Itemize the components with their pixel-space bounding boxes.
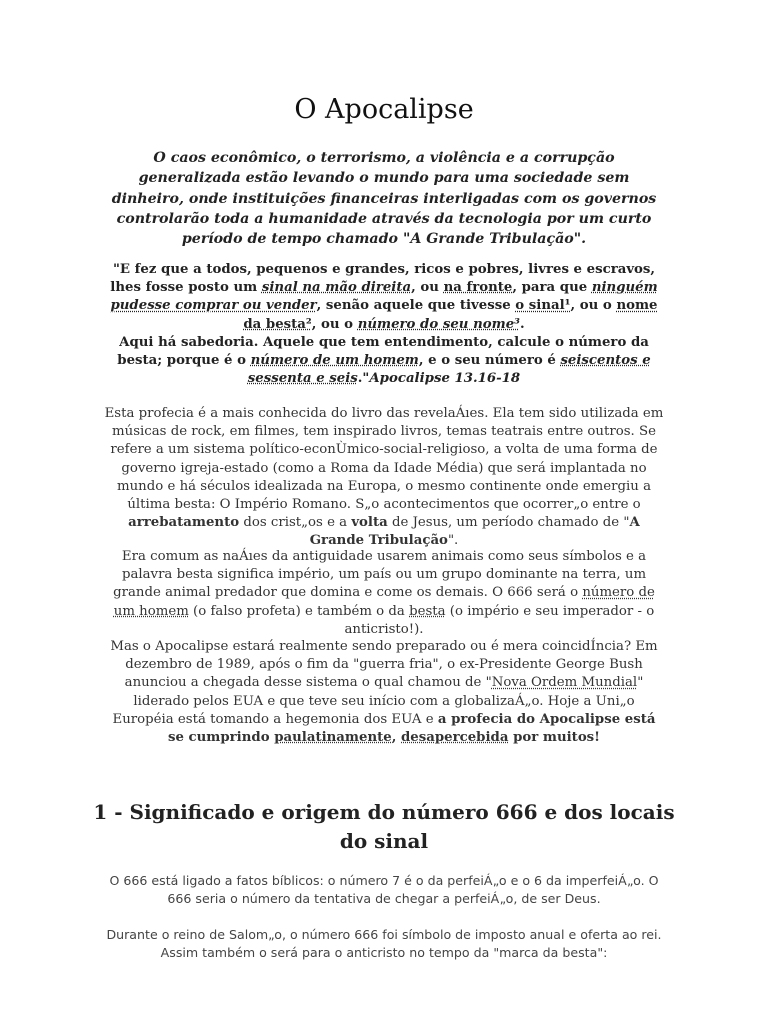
paragraph-text: Esta profecia é a mais conhecida do livro das revelaÁıes. Ela tem sido utilizada em músicas de rock, em filmes, tem inspirado livros, temas teatrais entre outros. Se refere a um sistema político-econÙmico-social-religioso, a volta de uma forma de governo igreja-estado (como a Roma da Idade Média) que será implantada no mundo e há séculos idealizada na Europa, o mesmo continente onde emergiu a última besta: O Império Romano. S„o acontecimentos que ocorrer„o entre o: [104, 406, 664, 513]
bold-grande-tribulacao: A Grande Tribulação: [309, 515, 640, 549]
section-paragraph-1: O 666 está ligado a fatos bíblicos: o número 7 é o da perfeiÁ„o e o 6 da imperfeiÁ„o. O 666 seria o número da tentativa de chegar a perfeiÁ„o, de ser Deus.: [109, 873, 659, 907]
quote-text: , ou: [411, 280, 444, 296]
link-desapercebida[interactable]: desapercebida: [401, 730, 509, 746]
section-paragraph-2: Durante o reino de Salom„o, o número 666 foi símbolo de imposto anual e oferta ao rei. Assim também o será para o anticristo no tempo da "marca da besta":: [106, 927, 662, 961]
paragraph-text: dos crist„os e a: [239, 515, 352, 531]
page-title: O Apocalipse: [294, 94, 474, 125]
quote-reference: Apocalipse 13.16-18: [369, 371, 521, 387]
link-nova-ordem-mundial[interactable]: Nova Ordem Mundial: [491, 675, 638, 691]
paragraph-text: Era comum as naÁıes da antiguidade usarem animais como seus símbolos e a palavra besta significa império, um país ou um grupo dominante na terra, um grande animal predador que domina e come os demais. O 666 será o: [113, 549, 647, 601]
bold-arrebatamento: arrebatamento: [128, 515, 240, 531]
quote-text: , senão aquele que tivesse: [316, 298, 516, 314]
link-sinal-na-mao-direita[interactable]: sinal na mão direita: [261, 280, 412, 296]
link-paulatinamente[interactable]: paulatinamente: [274, 730, 392, 746]
paragraph-profecia: [104, 405, 664, 551]
intro-paragraph: O caos econômico, o terrorismo, a violência e a corrupção generalizada estão levando o mundo para uma sociedade sem dinheiro, onde instituições financeiras interligadas com os governos controlarão toda a humanidade através da tecnologia por um curto período de tempo chamado "A Grande Tribulação".: [111, 150, 657, 248]
paragraph-text: ".: [447, 533, 459, 549]
quote-text: , ou o: [311, 316, 358, 332]
paragraph-text: (o império e seu imperador - o anticristo!).: [344, 603, 655, 637]
scripture-quote: [108, 261, 660, 388]
paragraph-text: Mas o Apocalipse estará realmente sendo preparado ou é mera coincidÍncia? Em dezembro de 1989, após o fim da "guerra fria", o ex-Presidente George Bush anunciou a chegada desse sistema o qual chamou de ": [110, 639, 658, 691]
paragraph-nova-ordem: [104, 638, 664, 747]
link-o-sinal[interactable]: o sinal¹: [515, 298, 571, 314]
paragraph-nacoes: [104, 548, 664, 639]
bold-comma: ,: [391, 730, 401, 746]
quote-text: , e o seu número é: [418, 353, 561, 369]
paragraph-text: (o falso profeta) e também o da: [188, 603, 410, 619]
link-numero-de-um-homem[interactable]: número de um homem: [250, 353, 419, 369]
paragraph-text: " liderado pelos EUA e que teve seu início com a globalizaÁ„o. Hoje a Uni„o Européia está tomando a hegemonia dos EUA e: [112, 675, 644, 727]
link-ninguem-pudesse-comprar[interactable]: ninguém pudesse comprar ou vender: [110, 280, 658, 314]
paragraph-text: de Jesus, um período chamado de ": [387, 515, 630, 531]
quote-text: , para que: [512, 280, 592, 296]
link-numero-do-seu-nome[interactable]: número do seu nome³: [357, 316, 520, 332]
link-besta[interactable]: besta: [409, 603, 446, 619]
quote-text: , ou o: [570, 298, 617, 314]
link-seiscentos-e-sessenta-e-seis[interactable]: seiscentos e sessenta e seis: [247, 353, 651, 387]
link-na-fronte[interactable]: na fronte: [443, 280, 513, 296]
quote-text: Aqui há sabedoria. Aquele que tem entendimento, calcule o número da besta; porque é o: [117, 334, 649, 369]
section-heading: 1 - Significado e origem do número 666 e dos locais do sinal: [93, 800, 675, 853]
quote-text: .": [357, 371, 370, 387]
link-nome-da-besta[interactable]: nome da besta²: [243, 298, 658, 332]
bold-volta: volta: [351, 515, 388, 531]
bold-por-muitos: por muitos!: [508, 730, 601, 746]
quote-text: "E fez que a todos, pequenos e grandes, ricos e pobres, livres e escravos, lhes fosse posto um: [110, 262, 656, 296]
link-numero-de-um-homem-2[interactable]: número de um homem: [113, 585, 655, 619]
quote-text: .: [519, 316, 525, 332]
bold-profecia-cumprindo: a profecia do Apocalipse está se cumprindo: [167, 711, 656, 746]
